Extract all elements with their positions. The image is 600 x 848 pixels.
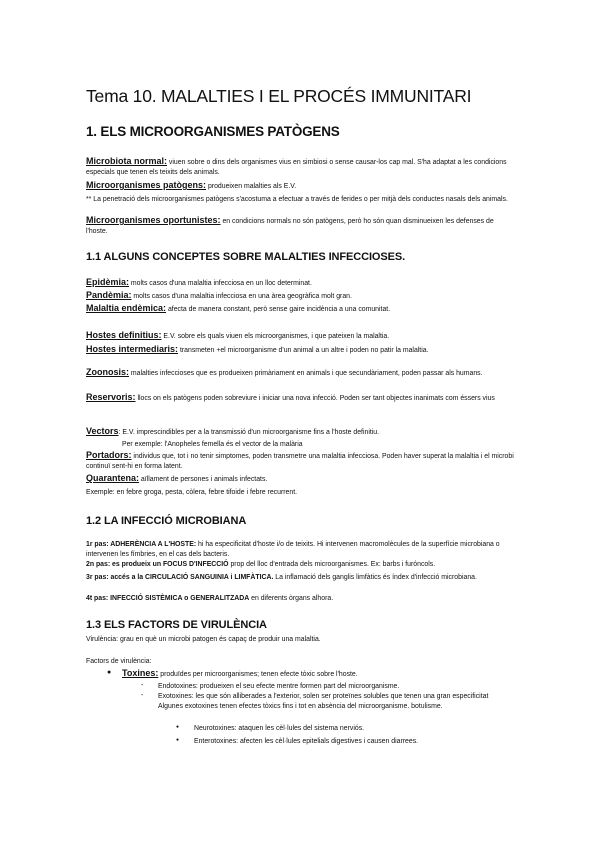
section-1-3-heading: 1.3 ELS FACTORS DE VIRULÈNCIA [86,619,267,631]
document-title: Tema 10. MALALTIES I EL PROCÉS IMMUNITARI [86,86,472,106]
example-quarantena: Exemple: en febre groga, pesta, còlera, febre tifoide i febre recurrent. [86,489,298,496]
infection-step-3 [86,573,516,583]
item-enterotoxines: Enterotoxines: afecten les cèl·lules epitelials digestives i causen diarrees. [194,738,419,745]
step-label: 2n pas: es produeix un FOCUS D'INFECCIÓ [86,561,229,568]
item-exotoxines: Exotoxines: les que són alliberades a l'exterior, solen ser proteïnes solubles que tenen una gran especificitat Algunes exotoxines tenen efectes tòxics fins i tot en absència del microorganisme. botulisme. [158,693,489,710]
term-zoonosis: Zoonosis: [86,367,129,377]
definition-reservoris [86,393,516,404]
term-microorganismes-oportunistes: Microorganismes oportunistes: [86,215,221,225]
step-label: 3r pas: accés a la CIRCULACIÓ SANGUINIA i LIMFÀTICA. [86,574,274,581]
term-malaltia-endemica: Malaltia endèmica: [86,303,167,313]
step-text: en diferents òrgans alhora. [249,595,334,602]
sub-bullet-icon: ● [176,724,180,730]
section-1-1-heading: 1.1 ALGUNS CONCEPTES SOBRE MALALTIES INFECCIOSES. [86,251,406,263]
example-vectors: Per exemple: l'Anopheles femella és el vector de la malària [122,441,303,448]
definition-text: E.V. sobre els quals viuen els microorganismes, i que pateixen la malaltia. [161,333,390,340]
definition-zoonosis [86,368,516,379]
sub-bullet-icon: ● [176,737,180,743]
term-hostes-definitius: Hostes definitius: [86,330,162,340]
infection-step-2 [86,560,516,570]
step-label: 4t pas: INFECCIÓ SISTÈMICA o GENERALITZADA [86,595,250,602]
definition-text: transmeten +el microorganisme d'un animal a un altre i poden no patir la malaltia. [178,347,429,354]
definition-microorganismes-patogens [86,181,516,192]
term-portadors: Portadors: [86,450,132,460]
definition-hostes-intermediaris [86,345,516,356]
definition-text: malalties infeccioses que es produeixen primàriament en animals i que secundàriament, poden passar als humans. [129,370,483,377]
definition-text: : E.V. imprescindibles per a la transmissió d'un microorganisme fins a l'hoste definitiu. [118,429,380,436]
definition-text: molts casos d'una malaltia infecciosa en un lloc determinat. [129,280,312,287]
step-label: 1r pas: ADHERÈNCIA A L'HOSTE: [86,541,197,548]
definition-text: individus que, tot i no tenir simptomes, poden transmetre una malaltia infecciosa. Poden haver superat la malaltia i el microbi continuï sent-hi en forma latent. [86,453,514,470]
definition-epidemia [86,278,516,289]
definition-text: viuen sobre o dins dels organismes vius en simbiosi o sense causar-los cap mal. S'ha adaptat a les condicions especials que tenen els teixits dels animals. [86,159,507,176]
step-text: hi ha especificitat d'hoste i/o de teixits. Hi intervenen macromolècules de la superfície microbiana o intervenen les fímbries, en el cas dels bacteris. [86,541,500,558]
definition-microbiota-normal [86,157,516,177]
definition-text: produïdes per microorganismes; tenen efecte tòxic sobre l'hoste. [158,671,358,678]
factor-toxines [122,669,516,680]
section-1-heading: 1. ELS MICROORGANISMES PATÒGENS [86,124,340,139]
term-quarantena: Quarantena: [86,473,140,483]
definition-text: molts casos d'una malaltia infecciosa en una àrea geogràfica molt gran. [131,293,352,300]
bullet-icon: ● [107,669,112,676]
virulence-definition: Virulència: grau en què un microbi patogen és capaç de produir una malaltia. [86,636,321,643]
section-1-2-heading: 1.2 LA INFECCIÓ MICROBIANA [86,515,247,527]
dash-marker: - [141,692,144,699]
definition-vectors [86,427,516,438]
term-epidemia: Epidèmia: [86,277,130,287]
definition-microorganismes-oportunistes [86,216,516,236]
term-pandemia: Pandèmia: [86,290,132,300]
term-reservoris: Reservoris: [86,392,136,402]
note-penetracio: ** La penetració dels microorganismes patògens s'acostuma a efectuar a través de ferides o per mitjà dels conductes nasals dels animals. [86,196,508,203]
definition-pandemia [86,291,516,302]
virulence-factors-label: Factors de virulència: [86,658,152,665]
step-text: La inflamació dels ganglis limfàtics és índex d'infecció microbiana. [273,574,477,581]
term-toxines: Toxines: [122,668,159,678]
infection-step-4 [86,594,516,604]
dash-marker: - [141,682,144,689]
term-hostes-intermediaris: Hostes intermediaris: [86,344,179,354]
term-microorganismes-patogens: Microorganismes patògens: [86,180,207,190]
definition-text: produeixen malalties als E.V. [206,183,297,190]
term-microbiota-normal: Microbiota normal: [86,156,168,166]
definition-portadors [86,451,516,471]
step-text: prop del lloc d'entrada dels microorganismes. Ex: barbs i furóncols. [228,561,436,568]
definition-text: afecta de manera constant, però sense gaire incidència a una comunitat. [166,306,391,313]
term-vectors: Vectors [86,426,119,436]
item-endotoxines: Endotoxines: produeixen el seu efecte mentre formen part del microorganisme. [158,683,400,690]
definition-text: en condicions normals no són patògens, però ho són quan disminueixen les defenses de l'hoste. [86,218,494,235]
definition-malaltia-endemica [86,304,516,315]
definition-hostes-definitius [86,331,516,342]
infection-step-1 [86,540,516,559]
item-neurotoxines: Neurotoxines: ataquen les cèl·lules del sistema nerviós. [194,725,365,732]
definition-text: aïllament de persones i animals infectats. [139,476,268,483]
definition-text: llocs on els patògens poden sobreviure i iniciar una nova infecció. Poden ser tant objectes inanimats com éssers vius [135,395,495,402]
definition-quarantena [86,474,516,485]
